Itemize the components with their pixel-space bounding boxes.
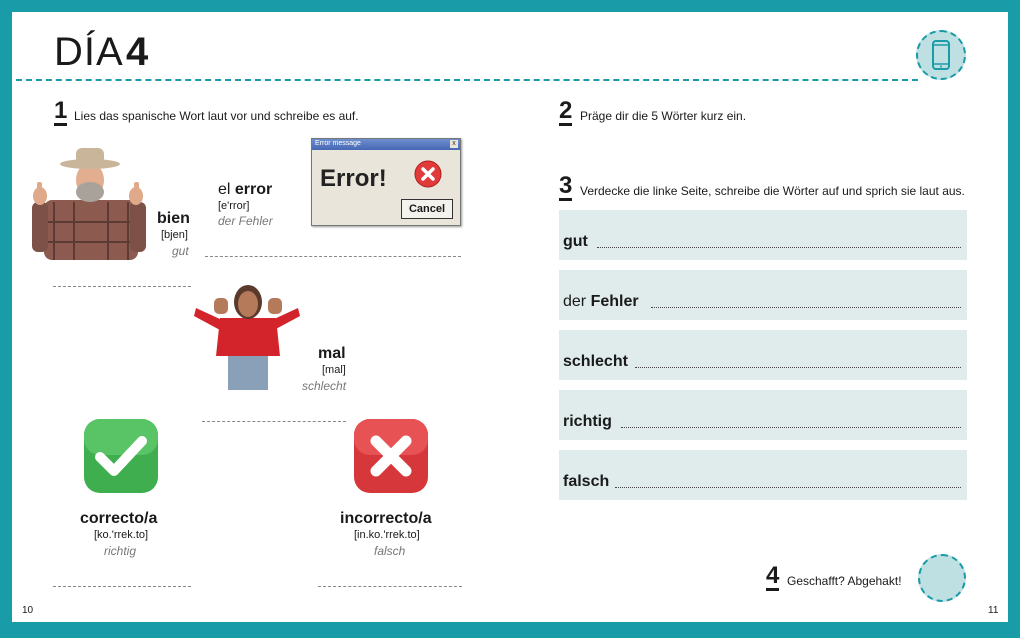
error-dialog-text: Error!: [320, 165, 387, 192]
article-el: el: [218, 181, 231, 198]
workbook-page: [12, 12, 1008, 622]
row-word: schlecht: [563, 353, 628, 370]
word-el-error: [218, 181, 272, 199]
phonetic-incorrecto: [in.ko.'rrek.to]: [354, 529, 420, 541]
page-number-right: 11: [988, 605, 999, 616]
translation-bien: gut: [172, 244, 189, 258]
answer-line[interactable]: [597, 247, 961, 248]
word-mal: mal: [318, 345, 346, 362]
row-word: gut: [563, 233, 588, 250]
write-line-mal[interactable]: [202, 421, 346, 422]
word-bien: bien: [157, 210, 190, 227]
row-prefix: der: [563, 293, 591, 310]
step-1-instruction: Lies das spanische Wort laut vor und schreibe es auf.: [74, 109, 359, 123]
girl-thumbs-down-photo: [192, 278, 302, 395]
answer-line[interactable]: [621, 427, 961, 428]
phonetic-bien: [bjen]: [161, 229, 188, 241]
page-number-left: 10: [22, 605, 34, 616]
word-correcto: correcto/a: [80, 510, 158, 527]
translation-correcto: richtig: [104, 544, 137, 558]
answer-line[interactable]: [635, 367, 961, 368]
answer-row-richtig: [559, 390, 967, 440]
translation-error: der Fehler: [218, 214, 273, 228]
done-checkbox[interactable]: [918, 554, 966, 602]
word-incorrecto: incorrecto/a: [340, 510, 432, 527]
close-icon: x: [450, 140, 458, 148]
phonetic-correcto: [ko.'rrek.to]: [94, 529, 149, 541]
page-title: DÍA: [54, 30, 124, 74]
answer-row-fehler: [559, 270, 967, 320]
header-divider: [16, 79, 918, 81]
answer-row-falsch: [559, 450, 967, 500]
phonetic-mal: [mal]: [322, 364, 346, 376]
answer-line[interactable]: [651, 307, 961, 308]
answer-row-gut: [559, 210, 967, 260]
step-2-instruction: Präge dir die 5 Wörter kurz ein.: [580, 109, 747, 123]
word-error: error: [234, 181, 273, 198]
error-dialog-title: Error message: [315, 140, 361, 147]
cross-icon: [352, 417, 430, 500]
step-4-instruction: Geschafft? Abgehakt!: [787, 574, 902, 588]
step-3-instruction: Verdecke die linke Seite, schreibe die Wörter auf und sprich sie laut aus.: [580, 184, 965, 198]
step-1-number: 1: [54, 97, 68, 124]
smartphone-icon: [916, 30, 966, 80]
row-word: falsch: [563, 473, 610, 490]
error-dialog-image: [311, 138, 461, 226]
write-line-bien[interactable]: [53, 286, 191, 287]
write-line-error[interactable]: [205, 256, 461, 257]
checkmark-icon: [82, 417, 160, 500]
write-line-incorrecto[interactable]: [318, 586, 462, 587]
step-3-number: 3: [559, 172, 573, 199]
answer-line[interactable]: [615, 487, 961, 488]
translation-incorrecto: falsch: [374, 544, 406, 558]
phonetic-error: [e'rror]: [218, 200, 250, 212]
error-x-circle-icon: [413, 159, 443, 194]
answer-row-schlecht: [559, 330, 967, 380]
error-dialog-titlebar: [312, 139, 460, 150]
row-word: Fehler: [590, 293, 639, 310]
step-4-number: 4: [766, 562, 780, 589]
write-line-correcto[interactable]: [53, 586, 191, 587]
man-thumbs-up-photo: [30, 142, 146, 265]
step-2-number: 2: [559, 97, 573, 124]
error-dialog-cancel-button: Cancel: [401, 199, 453, 219]
page-title-number: 4: [126, 30, 149, 74]
translation-mal: schlecht: [302, 379, 347, 393]
row-word: richtig: [563, 413, 612, 430]
